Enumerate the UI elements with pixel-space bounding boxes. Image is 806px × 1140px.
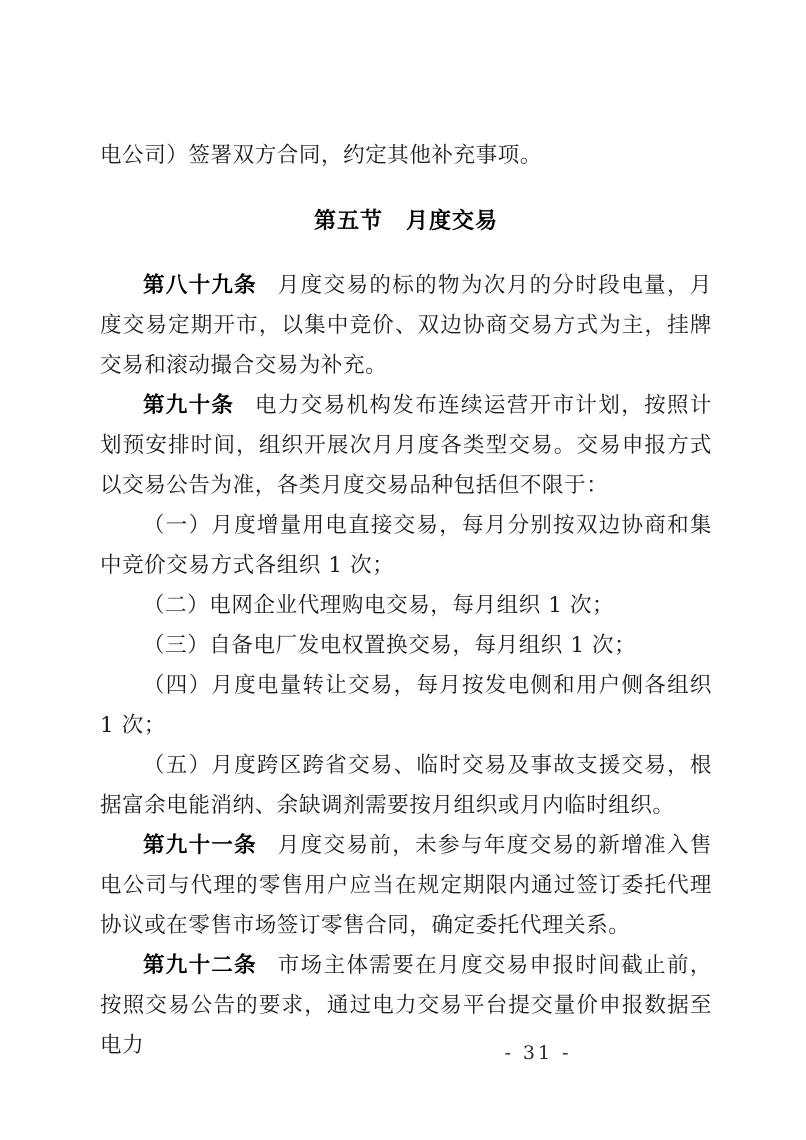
section-heading: 第五节 月度交易 <box>313 209 498 234</box>
article-body-89: 月度交易的标的物为次月的分时段电量，月度交易定期开市，以集中竞价、双边协商交易方式为主，挂牌交易和滚动撮合交易为补充。 <box>100 273 712 378</box>
continued-paragraph: 电公司）签署双方合同，约定其他补充事项。 <box>100 143 543 168</box>
list-item-5: （五）月度跨区跨省交易、临时交易及事故支援交易，根据富余电能消纳、余缺调剂需要按月组织或月内临时组织。 <box>100 753 712 818</box>
article-number-92: 第九十二条 <box>143 953 257 978</box>
page-footer <box>0 1042 806 1064</box>
page-number: - 31 - <box>504 1042 572 1064</box>
list-item-1: （一）月度增量用电直接交易，每月分别按双边协商和集中竞价交易方式各组织 1 次； <box>100 513 712 578</box>
list-item-3: （三）自备电厂发电权置换交易，每月组织 1 次； <box>143 633 637 658</box>
article-paragraph-89 <box>100 266 712 386</box>
article-body-91: 月度交易前，未参与年度交易的新增准入售电公司与代理的零售用户应当在规定期限内通过签订委托代理协议或在零售市场签订零售合同，确定委托代理关系。 <box>100 833 712 938</box>
list-item-4: （四）月度电量转让交易，每月按发电侧和用户侧各组织 1 次； <box>100 673 712 738</box>
heading-spacer-bottom <box>100 242 712 266</box>
article-paragraph-91 <box>100 826 712 946</box>
article-number-90: 第九十条 <box>143 393 235 418</box>
article-number-89: 第八十九条 <box>143 273 257 298</box>
heading-spacer-top <box>100 176 712 202</box>
article-body-92: 市场主体需要在月度交易申报时间截止前，按照交易公告的要求，通过电力交易平台提交量价申报数据至电力 <box>100 953 712 1058</box>
page-content <box>100 136 712 1066</box>
article-number-91: 第九十一条 <box>143 833 257 858</box>
article-body-90: 电力交易机构发布连续运营开市计划，按照计划预安排时间，组织开展次月月度各类型交易。交易申报方式以交易公告为准，各类月度交易品种包括但不限于： <box>100 393 712 498</box>
list-item-2: （二）电网企业代理购电交易，每月组织 1 次； <box>143 593 615 618</box>
article-paragraph-90 <box>100 386 712 506</box>
